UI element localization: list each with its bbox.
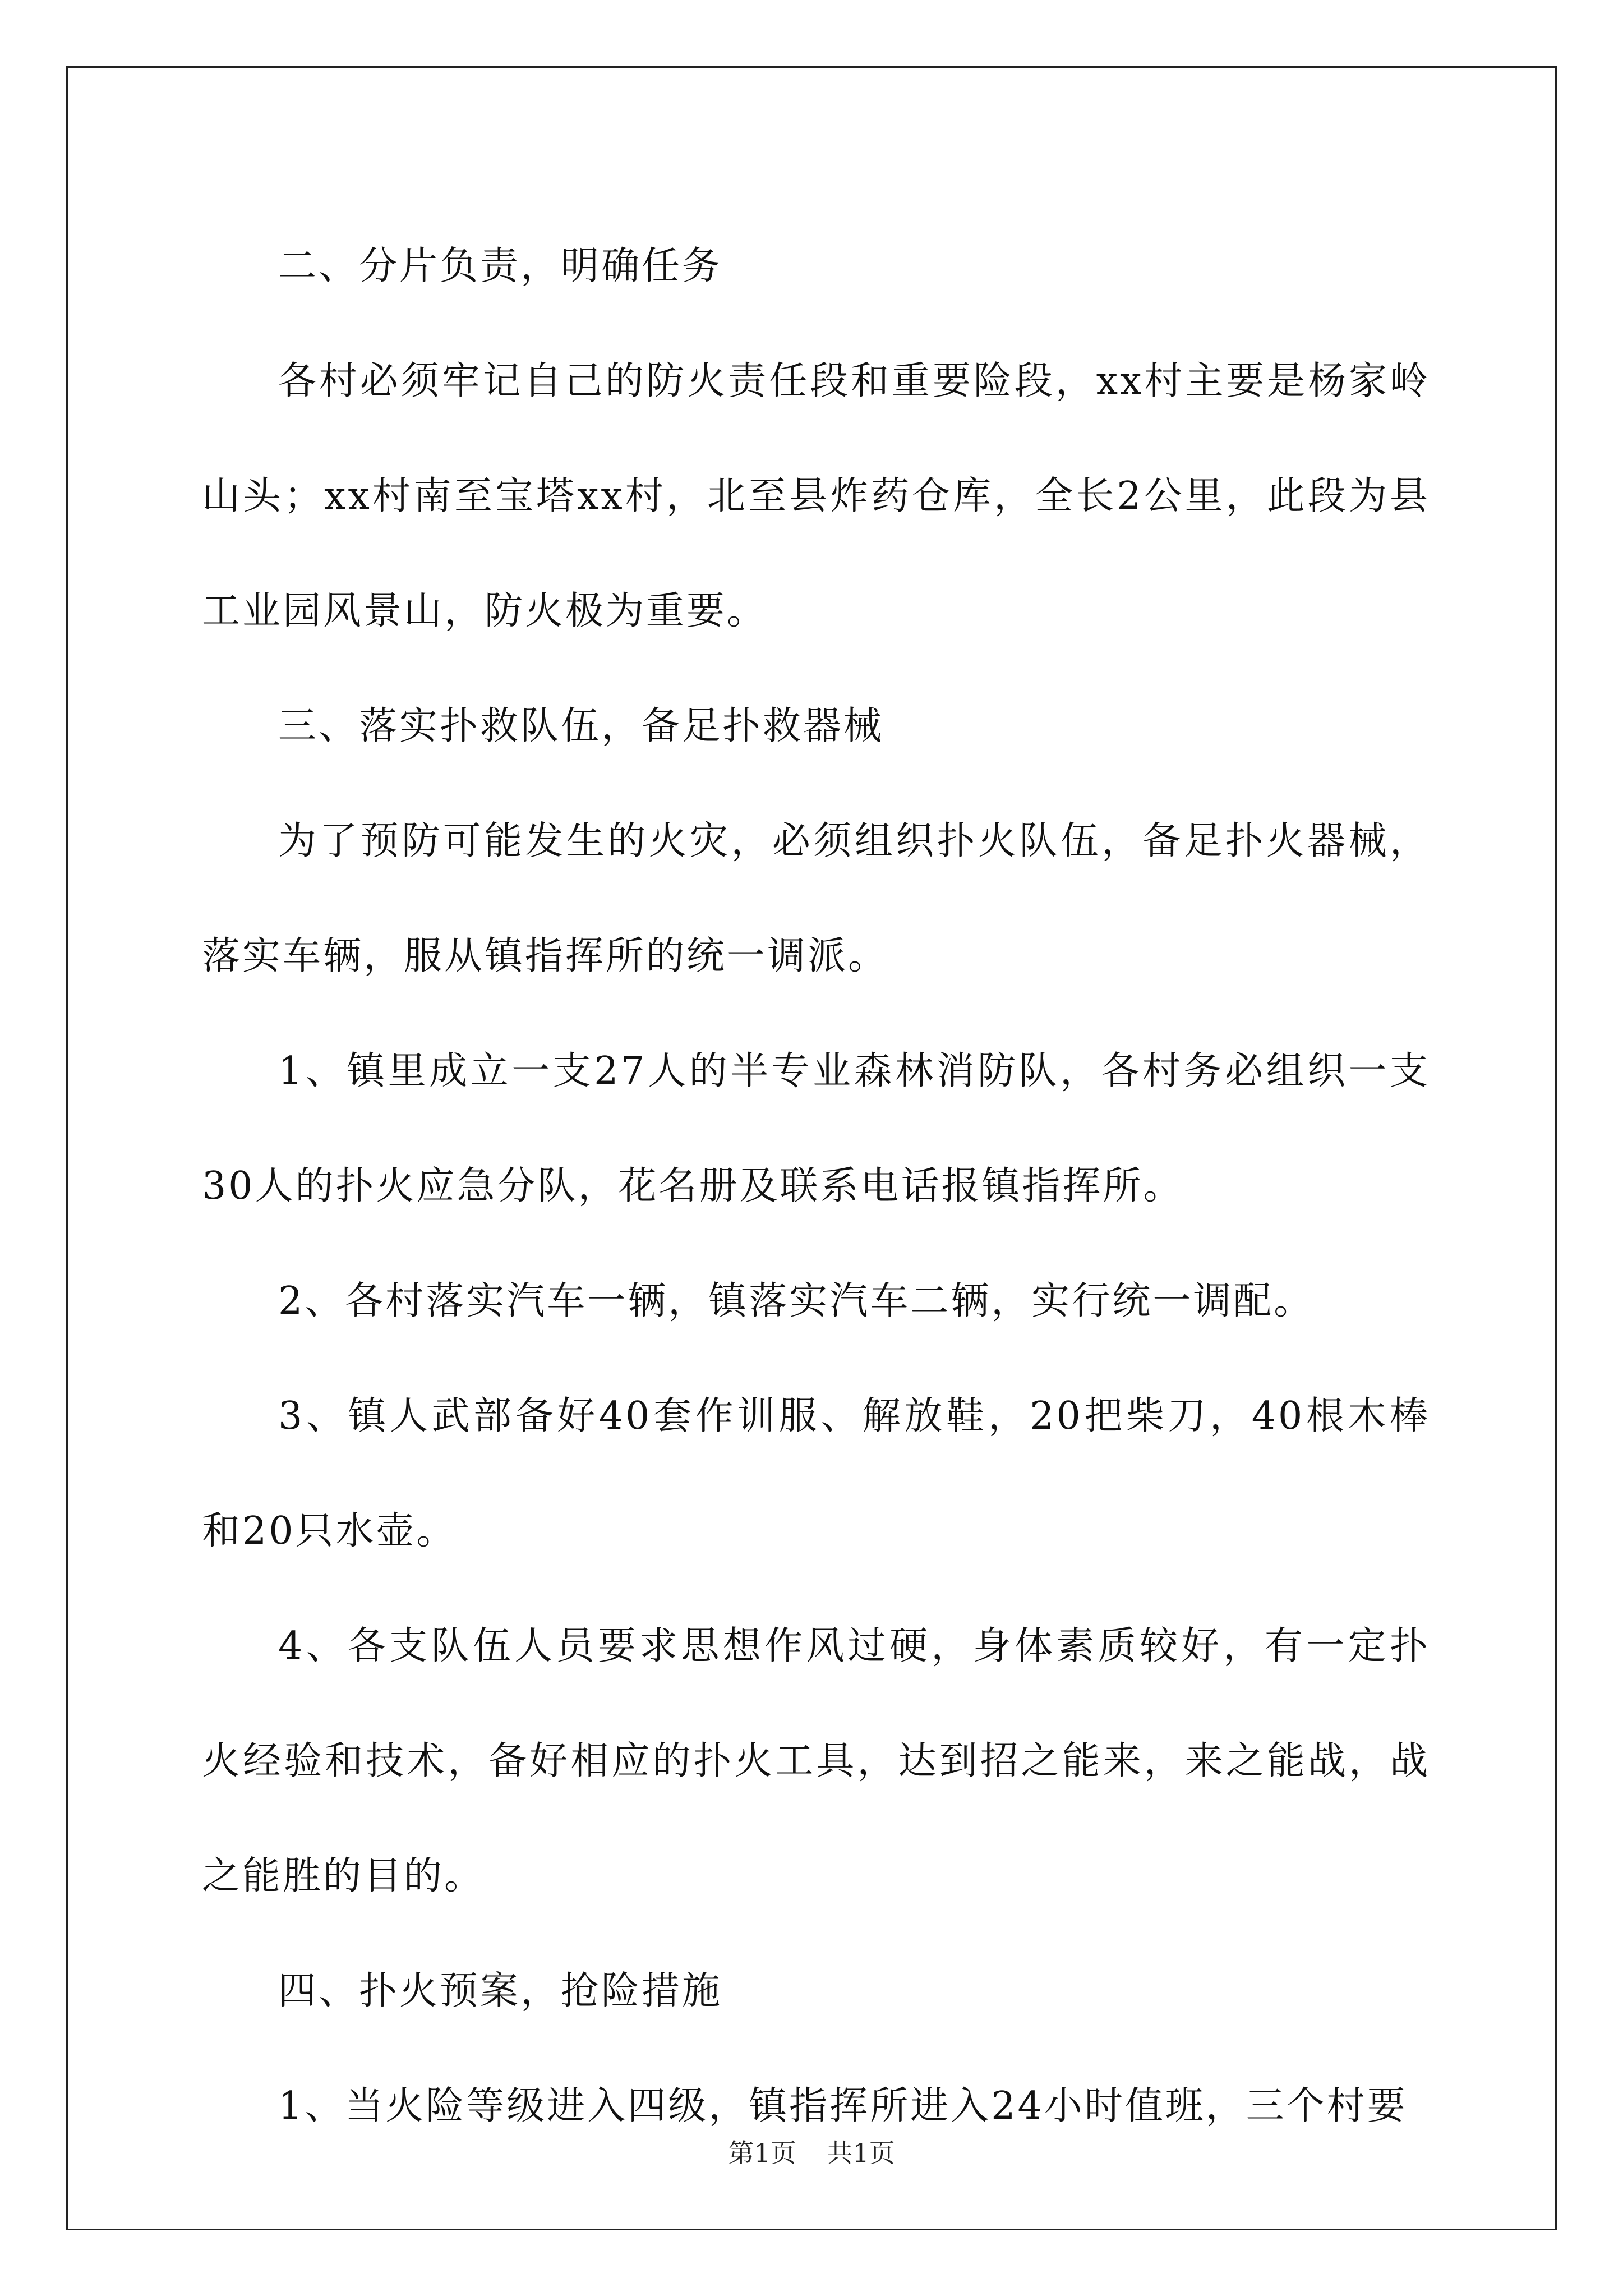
heading-section-2: 二、分片负责，明确任务 bbox=[278, 244, 723, 288]
document-body bbox=[202, 209, 1430, 2164]
list-item: 1、当火险等级进入四级，镇指挥所进入24小时值班，三个村要 bbox=[278, 2084, 1408, 2128]
page-total: 共1页 bbox=[827, 2138, 895, 2168]
list-item: 1、镇里成立一支27人的半专业森林消防队，各村务必组织一支30人的扑火应急分队，花名册及联系电话报镇指挥所。 bbox=[202, 1049, 1430, 1208]
paragraph: 各村必须牢记自己的防火责任段和重要险段，xx村主要是杨家岭山头；xx村南至宝塔xx村，北至县炸药仓库，全长2公里，此段为县工业园风景山，防火极为重要。 bbox=[202, 359, 1430, 633]
list-item: 4、各支队伍人员要求思想作风过硬，身体素质较好，有一定扑火经验和技术，备好相应的扑火工具，达到招之能来，来之能战，战之能胜的目的。 bbox=[202, 1624, 1430, 1898]
list-item: 3、镇人武部备好40套作训服、解放鞋，20把柴刀，40根木棒和20只水壶。 bbox=[202, 1394, 1430, 1553]
list-item: 2、各村落实汽车一辆，镇落实汽车二辆，实行统一调配。 bbox=[278, 1279, 1315, 1323]
heading-section-4: 四、扑火预案，抢险措施 bbox=[278, 1969, 723, 2013]
page-number: 第1页 bbox=[728, 2138, 796, 2168]
paragraph: 为了预防可能发生的火灾，必须组织扑火队伍，备足扑火器械，落实车辆，服从镇指挥所的统一调派。 bbox=[202, 819, 1430, 978]
page-footer bbox=[0, 2133, 1623, 2170]
heading-section-3: 三、落实扑救队伍，备足扑救器械 bbox=[278, 704, 884, 748]
